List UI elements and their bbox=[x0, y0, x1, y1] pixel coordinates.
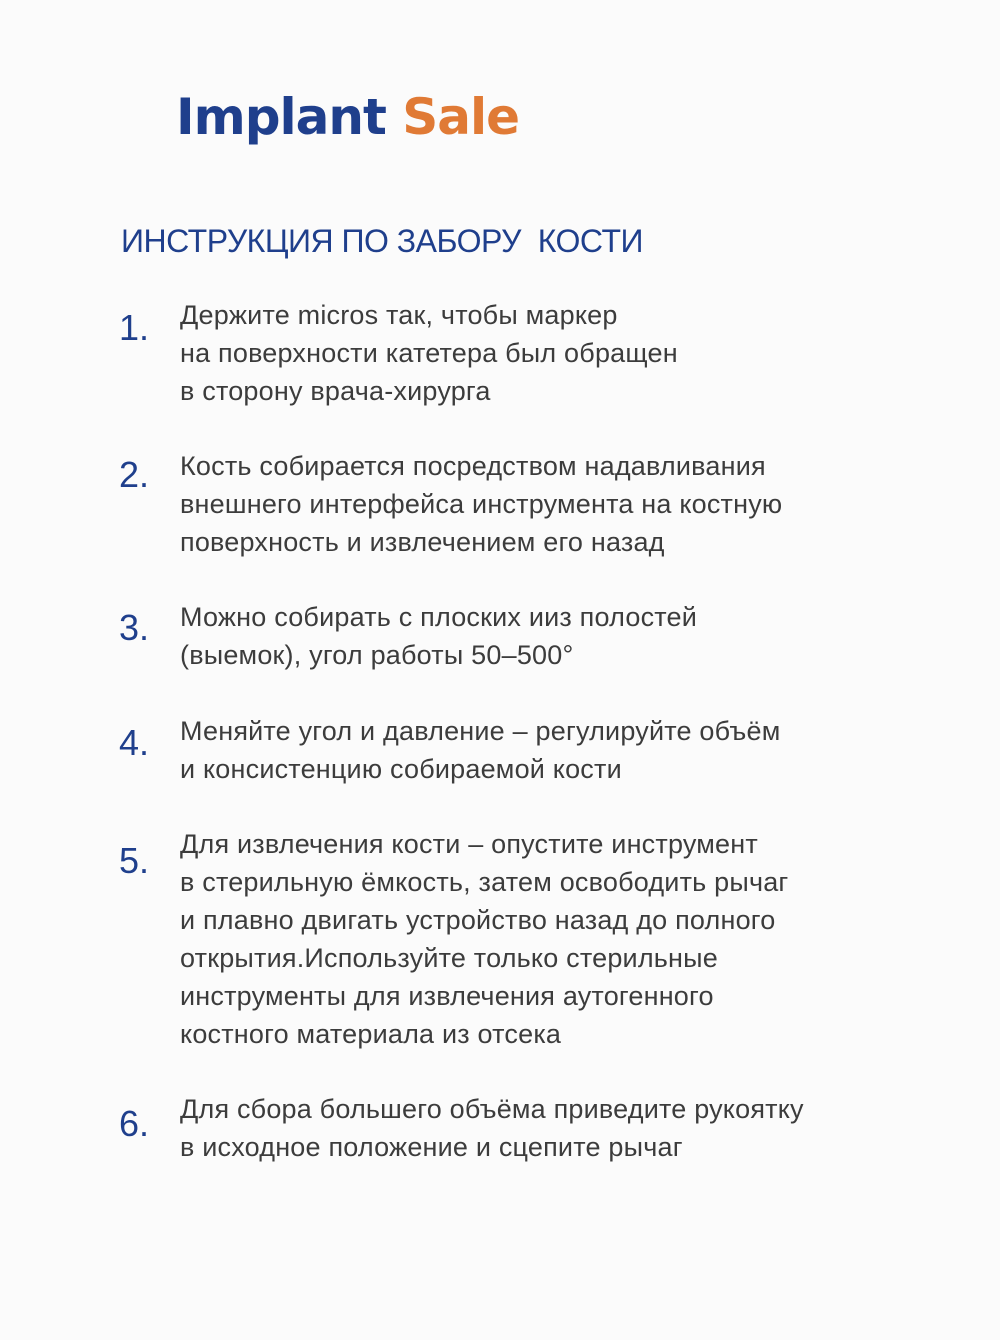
step-text bbox=[180, 825, 980, 1053]
step-line: (выемок), угол работы 50–500° bbox=[180, 640, 574, 670]
page-title: ИНСТРУКЦИЯ ПО ЗАБОРУ КОСТИ bbox=[121, 223, 643, 259]
step-text bbox=[180, 712, 980, 788]
step-line: Для сбора большего объёма приведите рукоятку bbox=[180, 1094, 804, 1124]
step-line: открытия.Используйте только стерильные bbox=[180, 943, 718, 973]
step-line: и консистенцию собираемой кости bbox=[180, 754, 622, 784]
step-line: на поверхности катетера был обращен bbox=[180, 338, 678, 368]
step-text bbox=[180, 296, 980, 410]
step-number: 3. bbox=[119, 607, 150, 648]
step-line: в сторону врача-хирурга bbox=[180, 376, 491, 406]
step-line: Держите micros так, чтобы маркер bbox=[180, 300, 618, 330]
step-text bbox=[180, 447, 980, 561]
step-line: и плавно двигать устройство назад до полного bbox=[180, 905, 776, 935]
step-line: поверхность и извлечением его назад bbox=[180, 527, 665, 557]
step-line: Можно собирать с плоских ииз полостей bbox=[180, 602, 698, 632]
brand-logo bbox=[176, 88, 520, 146]
step-line: Кость собирается посредством надавливания bbox=[180, 451, 766, 481]
step-line: костного материала из отсека bbox=[180, 1019, 562, 1049]
step-number: 5. bbox=[119, 840, 150, 881]
step-line: в исходное положение и сцепите рычаг bbox=[180, 1132, 683, 1162]
step-number: 4. bbox=[119, 722, 150, 763]
step-line: в стерильную ёмкость, затем освободить рычаг bbox=[180, 867, 789, 897]
step-number: 2. bbox=[119, 454, 150, 495]
step-line: Меняйте угол и давление – регулируйте объём bbox=[180, 716, 781, 746]
brand-name-main: Implant bbox=[176, 88, 386, 146]
step-line: внешнего интерфейса инструмента на костную bbox=[180, 489, 783, 519]
step-number: 6. bbox=[119, 1103, 150, 1144]
step-text bbox=[180, 598, 980, 674]
step-number: 1. bbox=[119, 307, 150, 348]
step-line: инструменты для извлечения аутогенного bbox=[180, 981, 714, 1011]
brand-name-accent: Sale bbox=[402, 88, 520, 146]
step-text bbox=[180, 1090, 980, 1166]
step-line: Для извлечения кости – опустите инструмент bbox=[180, 829, 758, 859]
